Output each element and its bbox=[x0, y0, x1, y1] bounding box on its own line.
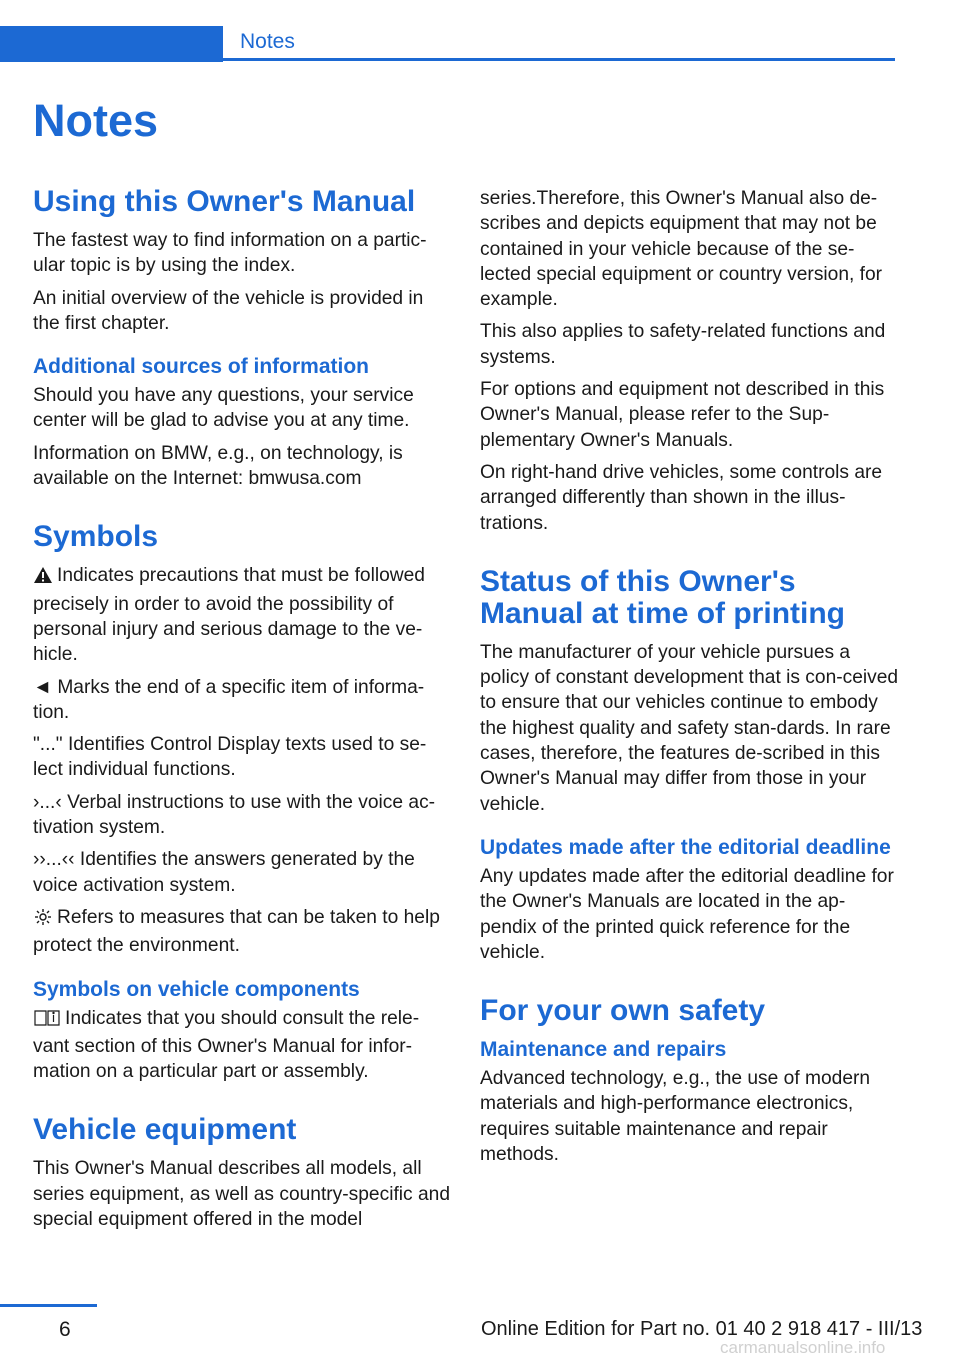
header-accent-bar bbox=[0, 26, 223, 62]
header-rule bbox=[223, 58, 895, 61]
paragraph-warning-symbol bbox=[33, 563, 451, 667]
paragraph: Should you have any questions, your service center will be glad to advise you at any time. bbox=[33, 385, 414, 432]
paragraph: The manufacturer of your vehicle pursues a policy of constant development that is con‐ceived to ensure that our vehicles continue to embody the highest quality and safety stan‐dards. In rare cases, therefore, the features de‐scribed in this Owner's Manual may differ from those in your vehicle. bbox=[480, 641, 899, 815]
footer-edition: Online Edition for Part no. 01 40 2 918 417 - III/13 bbox=[481, 1318, 923, 1340]
paragraph: ››...‹‹ Identifies the answers generated by the voice activation system. bbox=[33, 849, 415, 896]
heading-status: Status of this Owner's Manual at time of printing bbox=[480, 564, 845, 630]
right-column bbox=[480, 186, 900, 1174]
heading-own-safety: For your own safety bbox=[480, 994, 766, 1028]
heading-updates: Updates made after the editorial deadline bbox=[480, 835, 891, 859]
heading-symbols: Symbols bbox=[33, 520, 159, 554]
left-column bbox=[33, 186, 451, 1239]
paragraph: The fastest way to find information on a partic‐ular topic is by using the index. bbox=[33, 230, 427, 277]
page-number: 6 bbox=[59, 1318, 71, 1341]
warning-symbol-text: Indicates precautions that must be followed precisely in order to avoid the possibility of personal injury and serious damage to the ve‐hicle. bbox=[33, 565, 425, 666]
footer-accent-bar bbox=[0, 1304, 97, 1307]
book-symbol-text: Indicates that you should consult the rele‐vant section of this Owner's Manual for infor‐mation on a particular part or assembly. bbox=[33, 1007, 420, 1083]
paragraph: An initial overview of the vehicle is provided in the first chapter. bbox=[33, 287, 424, 334]
heading-maintenance: Maintenance and repairs bbox=[480, 1038, 727, 1062]
environment-icon bbox=[33, 908, 53, 933]
paragraph: "..." Identifies Control Display texts used to se‐lect individual functions. bbox=[33, 734, 427, 781]
paragraph-book-symbol bbox=[33, 1006, 451, 1085]
heading-using-manual: Using this Owner's Manual bbox=[33, 185, 416, 218]
paragraph: This Owner's Manual describes all models, all series equipment, as well as country-specific and special equipment offered in the model bbox=[33, 1158, 450, 1231]
warning-triangle-icon bbox=[33, 566, 53, 591]
header-section-label: Notes bbox=[240, 30, 295, 53]
paragraph: On right-hand drive vehicles, some controls are arranged differently than shown in the illus‐trations. bbox=[480, 461, 883, 534]
paragraph: Advanced technology, e.g., the use of modern materials and high-performance electronics, requires suitable maintenance and repair methods. bbox=[480, 1068, 871, 1166]
page-title: Notes bbox=[33, 95, 159, 146]
paragraph: For options and equipment not described in this Owner's Manual, please refer to the Sup‐plementary Owner's Manuals. bbox=[480, 379, 885, 451]
watermark: carmanualsonline.info bbox=[720, 1338, 886, 1357]
paragraph: series.Therefore, this Owner's Manual also de‐scribes and depicts equipment that may not be contained in your vehicle because of the se‐lected special equipment or country version, for example. bbox=[480, 188, 883, 311]
heading-additional-sources: Additional sources of information bbox=[33, 355, 370, 379]
heading-vehicle-equipment: Vehicle equipment bbox=[33, 1113, 297, 1147]
paragraph: ›...‹ Verbal instructions to use with the voice ac‐tivation system. bbox=[33, 791, 436, 839]
paragraph: This also applies to safety-related functions and systems. bbox=[480, 321, 886, 368]
paragraph-environment-symbol bbox=[33, 905, 451, 959]
paragraph: Information on BMW, e.g., on technology, is available on the Internet: bmwusa.com bbox=[33, 442, 403, 490]
heading-symbols-components: Symbols on vehicle components bbox=[33, 977, 360, 1001]
paragraph: ◄ Marks the end of a specific item of informa‐tion. bbox=[33, 676, 425, 723]
paragraph: Any updates made after the editorial deadline for the Owner's Manuals are located in the ap‐pendix of the printed quick reference for the vehicle. bbox=[480, 865, 894, 963]
manual-book-icon bbox=[33, 1009, 61, 1034]
environment-symbol-text: Refers to measures that can be taken to help protect the environment. bbox=[33, 906, 440, 957]
